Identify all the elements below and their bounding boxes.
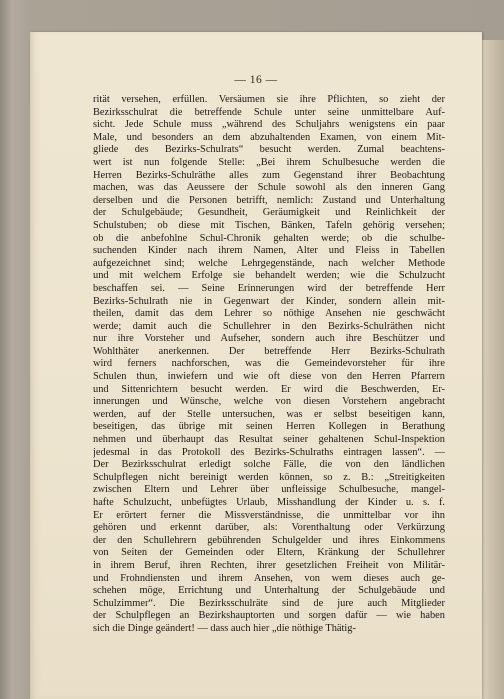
facing-page-edge <box>482 40 504 699</box>
text-line: der den Schullehrern gebührenden Schulgelder und ihres Einkommens <box>93 534 445 546</box>
text-line: suchenden Kinder nach ihrem Namen, Alter und Fleiss in Tabellen <box>93 245 445 257</box>
text-line: Schulen thun, inwiefern und wie oft diese von den Herren Pfarrern <box>93 371 445 383</box>
text-line: theilen, damit das dem Lehrer so nöthige Ansehen nie geschwächt <box>93 308 445 320</box>
text-line: machen, was das Aeussere der Schule sowohl als den inneren Gang <box>93 182 445 194</box>
text-line: Bezirksschulrat die betreffende Schule unter seine unmittelbare Auf- <box>93 106 445 118</box>
text-line: beseitigen, das übrige mit seinen Herren Kollegen in Berathung <box>93 421 445 433</box>
text-line: nur ihre Vorsteher und Aufseher, sondern auch ihre Beschützer und <box>93 333 445 345</box>
page-number: — 16 — <box>234 74 278 86</box>
text-line: und mit welchem Erfolge sie behandelt werden; wie die Schulzucht <box>93 270 445 282</box>
text-line: rität versehen, erfüllen. Versäumen sie ihre Pflichten, so zieht der <box>93 94 445 105</box>
text-line: werden, auf der Stelle untersuchen, was er selbst beseitigen kann, <box>93 408 445 420</box>
text-line: ob die anbefohlne Schul-Chronik gehalten werde; ob die schulbe- <box>93 232 445 244</box>
text-line: beschaffen sei. — Seine Erinnerungen wird der betreffende Herr <box>93 282 445 294</box>
text-line: wert ist nun folgende Stelle: „Bei ihrem Schulbesuche werden die <box>93 156 445 168</box>
text-line: Male, und besonders an dem abzuhaltenden Examen, von einem Mit- <box>93 131 445 143</box>
text-line: wird ferners nachforschen, was die Gemeindevorsteher für ihre <box>93 358 445 370</box>
text-line: werde; damit auch die Schullehrer in den Bezirks-Schulräthen nicht <box>93 320 445 332</box>
text-line: innerungen und Wünsche, welche von diesen Vorstehern angebracht <box>93 396 445 408</box>
text-line: Schulstuben; ob diese mit Tischen, Bänken, Tafeln gehörig versehen; <box>93 219 445 231</box>
text-line: sicht. Jede Schule muss „während des Schuljahrs wenigstens ein paar <box>93 119 445 131</box>
book-page <box>30 32 482 699</box>
text-line: der Schulgebäude; Gesundheit, Geräumigkeit und Reinlichkeit der <box>93 207 445 219</box>
text-line: nehmen und überhaupt das Resultat seiner gehaltenen Schul-Inspektion <box>93 434 445 446</box>
text-line: sich die Dinge geändert! — dass auch hier „die nöthige Thätig- <box>93 622 356 634</box>
text-line: und Frohndiensten und ihrem Ansehen, von wem dieses auch ge- <box>93 572 445 584</box>
text-line: hafte Schulzucht, unbefügtes Urlaub, Misshandlung der Kinder u. s. f. <box>93 497 445 508</box>
text-line: Schulpflegen nicht bereinigt werden können, so z. B.: „Streitigkeiten <box>93 471 445 483</box>
text-line: jedesmal in das Protokoll des Bezirks-Schulraths eintragen lassen“. — <box>93 446 445 458</box>
text-line: Bezirks-Schulrath nie in Gegenwart der Kinder, sondern allein mit- <box>93 295 445 307</box>
text-line: zwischen Eltern und Lehrer über unfleissige Schulbesuche, mangel- <box>93 484 445 496</box>
body-text <box>93 94 445 636</box>
text-line: gliede des Bezirks-Schulrats“ besucht werden. Zumal beachtens- <box>93 144 445 156</box>
text-line: schehen möge, Errichtung und Unterhaltung der Schulgebäude und <box>93 585 445 597</box>
text-line: aufgezeichnet sind; welche Lehrgegenstände, nach welcher Methode <box>93 257 445 269</box>
text-line: und Sittenrichtern besucht werden. Er wird die Beschwerden, Er- <box>93 383 445 395</box>
text-line: von Seiten der Gemeinden oder Eltern, Kränkung der Schullehrer <box>93 547 445 559</box>
text-line: Er erörtert ferner die Missverständnisse, die unmittelbar vor ihn <box>93 509 445 521</box>
text-line: gehören und erkennt darüber, als: Vorenthaltung oder Verkürzung <box>93 522 445 534</box>
text-line: Der Bezirksschulrat erledigt solche Fälle, die von den ländlichen <box>93 459 445 471</box>
text-line: der Schulpflegen an Bezirkshauptorten und sorgen dafür — wie haben <box>93 610 445 622</box>
text-line: derselben und die Personen betrifft, nemlich: Zustand und Unterhaltung <box>93 194 445 206</box>
text-line: Wohlthäter anerkennen. Der betreffende Herr Bezirks-Schulrath <box>93 345 445 357</box>
text-line: Schulzimmer“. Die Bezirksschulräte sind de jure auch Mitglieder <box>93 597 445 609</box>
text-line: in ihrem Beruf, ihren Rechten, ihrer gesetzlichen Freiheit von Militär- <box>93 559 445 571</box>
text-line: Herren Bezirks-Schulräthe alles zum Gegenstand ihrer Beobachtung <box>93 169 445 181</box>
